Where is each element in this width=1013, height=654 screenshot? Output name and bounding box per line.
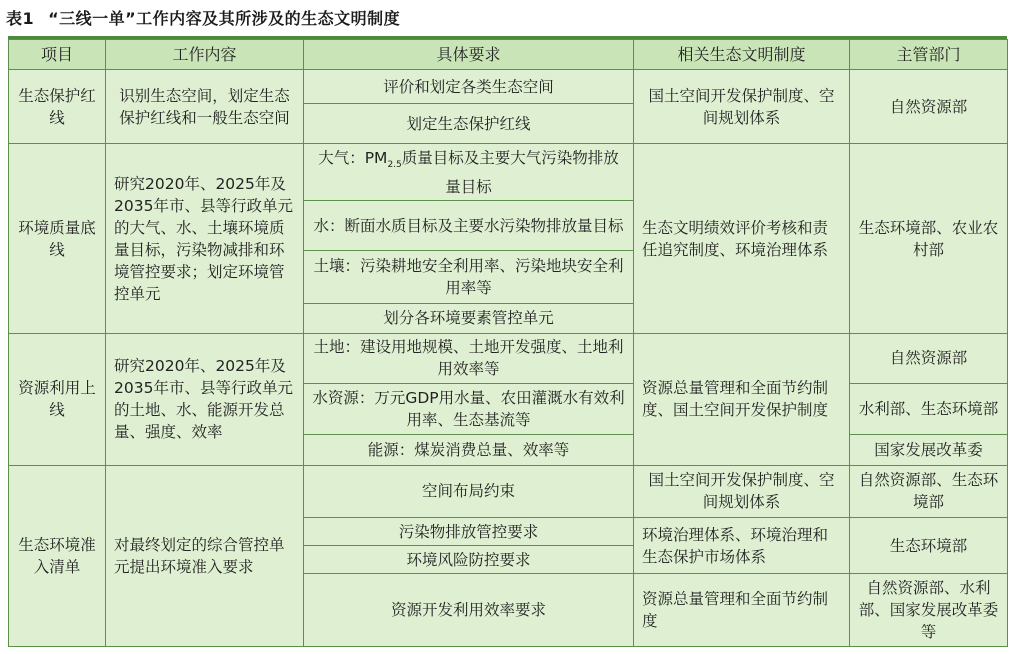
system-cell: 国土空间开发保护制度、空间规划体系	[634, 70, 850, 144]
department-cell: 自然资源部	[850, 333, 1008, 383]
requirement-cell: 评价和划定各类生态空间	[304, 70, 634, 104]
table-row	[9, 144, 1008, 200]
air-req-prefix: 大气：PM	[318, 148, 388, 167]
department-cell: 自然资源部	[850, 70, 1008, 144]
header-content: 工作内容	[106, 40, 304, 70]
table-number: 表1	[6, 9, 35, 28]
department-cell: 国家发展改革委	[850, 435, 1008, 465]
header-row	[9, 40, 1008, 70]
department-cell: 生态环境部	[850, 518, 1008, 574]
item-cell: 环境质量底线	[9, 144, 106, 333]
table-row	[9, 70, 1008, 104]
content-cell: 识别生态空间，划定生态保护红线和一般生态空间	[106, 70, 304, 144]
table-container	[8, 36, 1007, 650]
item-cell: 生态保护红线	[9, 70, 106, 144]
requirement-cell: 能源：煤炭消费总量、效率等	[304, 435, 634, 465]
eco-civilization-table	[8, 39, 1008, 647]
system-cell: 环境治理体系、环境治理和生态保护市场体系	[634, 518, 850, 574]
department-cell: 自然资源部、生态环境部	[850, 465, 1008, 517]
department-cell: 水利部、生态环境部	[850, 384, 1008, 435]
item-cell: 生态环境准入清单	[9, 465, 106, 646]
department-cell: 生态环境部、农业农村部	[850, 144, 1008, 333]
header-item: 项目	[9, 40, 106, 70]
system-cell: 资源总量管理和全面节约制度	[634, 574, 850, 647]
system-cell: 资源总量管理和全面节约制度、国土空间开发保护制度	[634, 333, 850, 465]
system-cell: 国土空间开发保护制度、空间规划体系	[634, 465, 850, 517]
requirement-cell: 环境风险防控要求	[304, 546, 634, 574]
header-department: 主管部门	[850, 40, 1008, 70]
requirement-cell	[304, 144, 634, 200]
requirement-cell: 划定生态保护红线	[304, 104, 634, 144]
air-req-subscript: 2.5	[387, 159, 402, 170]
content-cell: 研究2020年、2025年及2035年市、县等行政单元的大气、水、土壤环境质量目标，污染物减排和环境管控要求；划定环境管控单元	[106, 144, 304, 333]
content-cell: 对最终划定的综合管控单元提出环境准入要求	[106, 465, 304, 646]
requirement-cell: 水：断面水质目标及主要水污染物排放量目标	[304, 200, 634, 250]
requirement-cell: 资源开发利用效率要求	[304, 574, 634, 647]
department-cell: 自然资源部、水利部、国家发展改革委等	[850, 574, 1008, 647]
content-cell: 研究2020年、2025年及2035年市、县等行政单元的土地、水、能源开发总量、强度、效率	[106, 333, 304, 465]
header-requirements: 具体要求	[304, 40, 634, 70]
requirement-cell: 污染物排放管控要求	[304, 518, 634, 546]
requirement-cell: 土壤：污染耕地安全利用率、污染地块安全利用率等	[304, 251, 634, 303]
table-row	[9, 333, 1008, 383]
requirement-cell: 水资源：万元GDP用水量、农田灌溉水有效利用率、生态基流等	[304, 384, 634, 435]
requirement-cell: 空间布局约束	[304, 465, 634, 517]
requirement-cell: 划分各环境要素管控单元	[304, 303, 634, 333]
header-system: 相关生态文明制度	[634, 40, 850, 70]
table-caption	[6, 6, 414, 29]
air-req-suffix: 质量目标及主要大气污染物排放量目标	[401, 148, 619, 196]
table-row	[9, 465, 1008, 517]
item-cell: 资源利用上线	[9, 333, 106, 465]
requirement-cell: 土地：建设用地规模、土地开发强度、土地利用效率等	[304, 333, 634, 383]
system-cell: 生态文明绩效评价考核和责任追究制度、环境治理体系	[634, 144, 850, 333]
table-title: “三线一单”工作内容及其所涉及的生态文明制度	[48, 9, 401, 28]
